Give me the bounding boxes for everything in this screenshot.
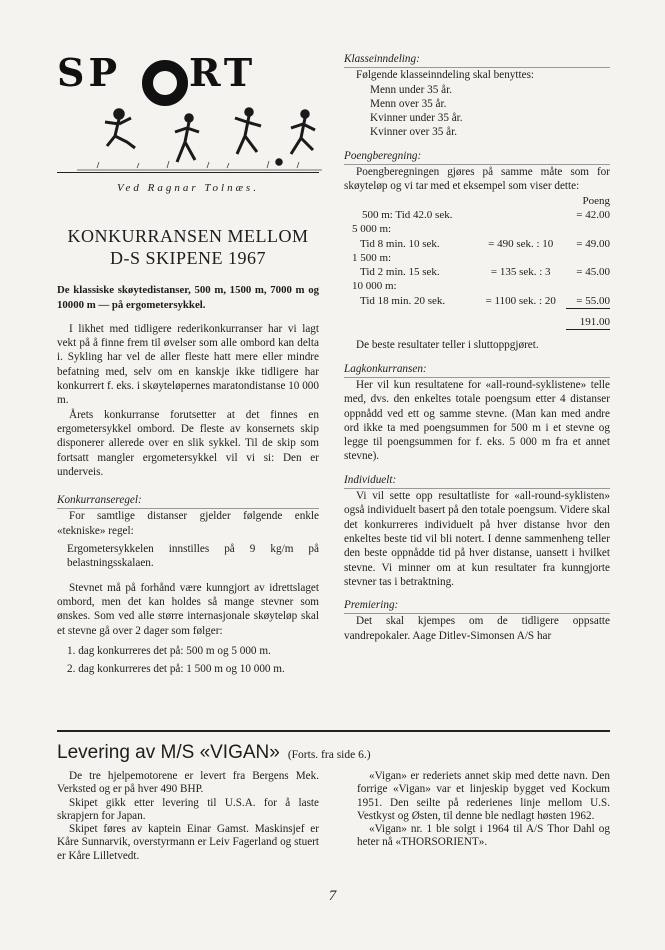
sport-logo-text-left: SP (57, 50, 122, 95)
left-column (57, 52, 319, 676)
headline-line-2: D-S SKIPENE 1967 (109, 248, 266, 269)
sport-logo (57, 52, 319, 173)
klasse-item: Kvinner over 35 år. (370, 126, 457, 139)
klasse-item: Menn over 35 år. (370, 97, 447, 110)
row-10000-points: = 55.00 (566, 294, 610, 309)
vigan-right-paragraph-1: «Vigan» er rederiets annet skip med dette navn. Den forrige «Vigan» var et linjeskip bygget ved Kockum 1951. Den seilte på rederienes linje mellom U.S. Vestkyst og Østen, til denne ble nedlagt høsten 1962. (357, 770, 610, 822)
row-1500-dist: 1 500 m: (352, 251, 392, 264)
beste-note: De beste resultater teller i sluttoppgjøret. (356, 339, 539, 352)
klasse-item: Kvinner under 35 år. (370, 112, 463, 125)
klasse-item: Menn under 35 år. (370, 83, 453, 96)
individuelt-text: Vi vil sette opp resultatliste for «all-round-syklisten» også individuelt basert på den totale poengsum. Videre skal det konkurreres individuelt på hver distanse hvor den enkeltes beste tid vil bli notert. I denne sammenheng teller den beste oppnådde tid på hver distanse, uansett i hvilket stevne. Vi minner om at kun resultater fra kunngjorte stevner tas i betraktning. (344, 490, 611, 588)
body-paragraph-1: I likhet med tidligere rederikonkurranser har vi lagt vekt på å finne frem til øvelser som alle ombord kan delta i. Sykling har vel de aller fleste hatt mere eller mindre befatning med, selv om en kanskje ikke tidligere har konkurrert f. eks. i skøyteløpernes maratondistanse 10 000 m. (57, 322, 319, 407)
body-paragraph-2: Årets konkurranse forutsetter at det finnes en ergometersykkel ombord. De fleste av konsernets skip disponerer allerede over en slik sykkel. Til de skip som fortsatt mangler ergometersykkel vil vi si: Den er underveis. (57, 408, 319, 478)
regel-block: Ergometersykkelen innstilles på 9 kg/m på belastningsskalaen. (67, 543, 319, 570)
vigan-left-paragraph-3: Skipet føres av kaptein Einar Gamst. Maskinsjef er Kåre Sunnarvik, overstyrmann er Leiv Fagerland og stuert er Kåre Lilletvedt. (57, 823, 319, 862)
row-5000-time: Tid 8 min. 10 sek. (360, 237, 440, 250)
row-1500-time: Tid 2 min. 15 sek. (360, 266, 440, 279)
right-column (344, 52, 610, 643)
football-icon (142, 60, 188, 106)
section-heading-lag: Lagkonkurransen: (344, 362, 610, 378)
vigan-left-paragraph-1: De tre hjelpemotorene er levert fra Bergens Mek. Verksted og er på hver 490 BHP. (57, 770, 319, 796)
score-example-table (344, 194, 610, 331)
lead-paragraph: De klassiske skøytedistanser, 500 m, 1500 m, 7000 m og 10000 m — på ergometersykkel. (57, 284, 319, 311)
section-heading-individuelt: Individuelt: (344, 473, 610, 489)
vigan-right-paragraph-2: «Vigan» nr. 1 ble solgt i 1964 til A/S Thor Dahl og heter nå «THORSORIENT». (357, 823, 610, 849)
vigan-right-column (357, 770, 610, 850)
day-2: 2. dag konkurreres det på: 1 500 m og 10 000 m. (67, 663, 285, 676)
sport-logo-text-right: RT (189, 50, 257, 95)
headline-line-1: KONKURRANSEN MELLOM (67, 226, 309, 247)
vigan-left-column (57, 770, 319, 863)
premiering-text: Det skal kjempes om de tidligere oppsatte vandrepokaler. Aage Ditlev-Simonsen A/S har (344, 615, 610, 642)
vigan-left-paragraph-2: Skipet gikk etter levering til U.S.A. for å laste skrapjern for Japan. (57, 796, 319, 822)
row-500-label: 500 m: Tid 42.0 sek. (362, 208, 453, 221)
vigan-headline (57, 742, 371, 764)
row-5000-dist: 5 000 m: (352, 223, 392, 236)
row-10000-time: Tid 18 min. 20 sek. (360, 295, 446, 307)
section-heading-poeng: Poengberegning: (344, 149, 610, 165)
poeng-intro: Poengberegningen gjøres på samme måte som for skøyteløp og vi tar med et eksempel som viser dette: (344, 166, 610, 193)
row-1500-points: = 45.00 (576, 266, 610, 279)
football-players-illustration (77, 102, 322, 172)
day-1: 1. dag konkurreres det på: 500 m og 5 000 m. (67, 644, 271, 657)
byline: Ved Ragnar Tolnæs. (117, 182, 259, 194)
row-1500-calc: = 135 sek. : 3 (490, 266, 551, 279)
stevnet-paragraph: Stevnet må på forhånd være kunngjort av idrettslaget ombord, men det kan holdes så mange stevner som ønskes. Som ved alle større internasjonale skøyteløp skal et stevne gå over 2 dager som følger: (57, 581, 319, 637)
poeng-column-header: Poeng (582, 194, 610, 207)
row-5000-points: = 49.00 (576, 237, 610, 250)
row-5000-calc: = 490 sek. : 10 (488, 237, 554, 250)
section-divider (57, 730, 610, 732)
klasse-list (370, 83, 610, 140)
lag-text: Her vil kun resultatene for «all-round-syklistene» telle med, dvs. den enkeltes totale poengsum etter 4 distanser oppnådd ved ett og samme stevne. (Man kan med andre ord ikke ta med poengsummen for 500 m i et stevne og legge til poengsummen for f. eks. 5 000 m fra et annet stevne). (344, 378, 610, 463)
section-heading-premiering: Premiering: (344, 598, 610, 614)
regel-text: For samtlige distanser gjelder følgende enkle «tekniske» regel: (57, 510, 319, 537)
vigan-title: Levering av M/S «VIGAN» (57, 742, 280, 763)
article-headline (57, 225, 319, 269)
total-points: 191.00 (566, 309, 610, 330)
section-heading-regel: Konkurranseregel: (57, 493, 319, 509)
row-500-points: = 42.00 (576, 208, 610, 221)
row-10000-calc: = 1100 sek. : 20 (485, 295, 556, 307)
klasse-intro: Følgende klasseinndeling skal benyttes: (356, 69, 535, 82)
vigan-continued-note: (Forts. fra side 6.) (287, 749, 371, 761)
page-number: 7 (328, 888, 337, 904)
section-heading-klasse: Klasseinndeling: (344, 52, 610, 68)
row-10000-dist: 10 000 m: (352, 280, 397, 293)
